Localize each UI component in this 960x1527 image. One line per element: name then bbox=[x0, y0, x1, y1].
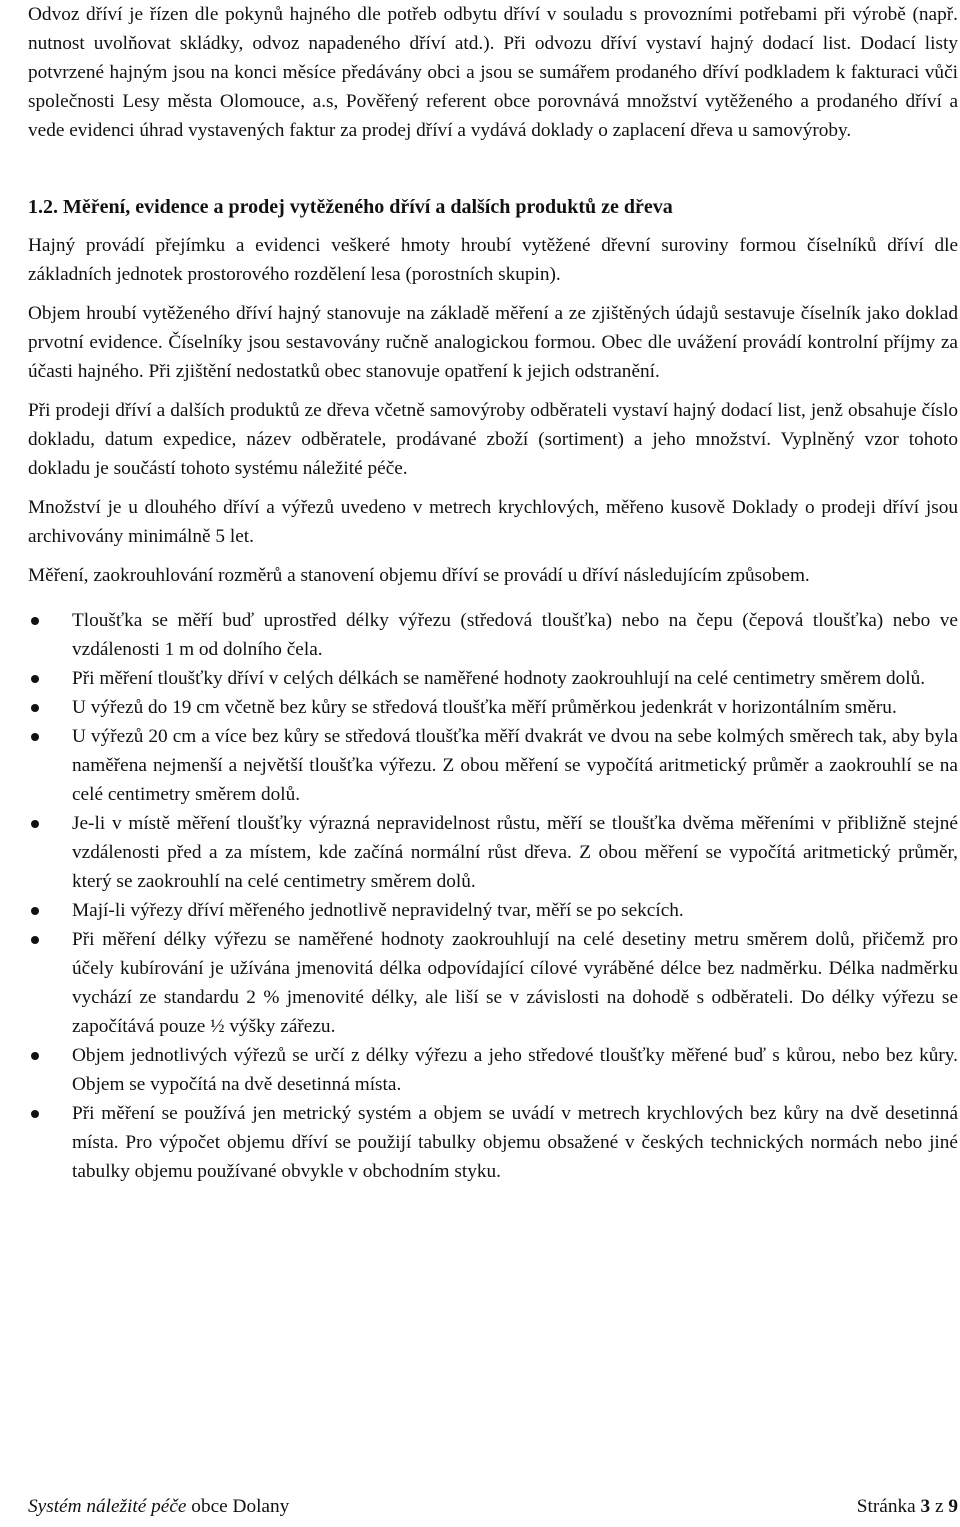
footer-page-current: 3 bbox=[920, 1496, 931, 1517]
footer-system-label: Systém náležité péče bbox=[28, 1496, 187, 1517]
bullet-icon bbox=[31, 907, 39, 915]
bullet-icon bbox=[31, 820, 39, 828]
paragraph-sale: Při prodeji dříví a dalších produktů ze dřeva včetně samovýroby odběrateli vystaví hajný dodací list, jenž obsahuje číslo dokladu, datum expedice, název odběratele, prodávané zboží (sortiment) a jeho množství. Vyplněný vzor tohoto dokladu je součástí tohoto systému náležité péče. bbox=[28, 400, 958, 479]
bullet-icon bbox=[31, 1052, 39, 1060]
list-item: Je-li v místě měření tloušťky výrazná nepravidelnost růstu, měří se tloušťka dvěma měřeními v přibližně stejné vzdálenosti před a za místem, kde začíná normální růst dřeva. Z obou měření se vypočítá aritmetický průměr, který se zaokrouhlí na celé centimetry směrem dolů. bbox=[28, 809, 958, 896]
list-item: Při měření se používá jen metrický systém a objem se uvádí v metrech krychlových bez kůry na dvě desetinná místa. Pro výpočet objemu dříví se použijí tabulky objemu obsažené v českých technických normách nebo jiné tabulky objemu používané obvykle v obchodním styku. bbox=[28, 1099, 958, 1186]
footer-page-word: Stránka bbox=[856, 1496, 916, 1517]
list-item: Při měření délky výřezu se naměřené hodnoty zaokrouhlují na celé desetiny metru směrem dolů, přičemž pro účely kubírování je užívána jmenovitá délka odpovídající cílové vyráběné délce bez nadměrku. Délka nadměrku vychází ze standardu 2 % jmenovité délky, ale liší se v závislosti na dohodě s odběrateli. Do délky výřezu se započítává pouze ½ výšky zářezu. bbox=[28, 925, 958, 1041]
bullet-icon bbox=[31, 936, 39, 944]
measurement-rules-list bbox=[28, 606, 958, 1186]
footer-org-label: obce Dolany bbox=[191, 1496, 290, 1517]
list-item: Objem jednotlivých výřezů se určí z délky výřezu a jeho středové tloušťky měřené buď s kůrou, nebo bez kůry. Objem se vypočítá na dvě desetinná místa. bbox=[28, 1041, 958, 1099]
bullet-icon bbox=[31, 1110, 39, 1118]
footer-page-sep: z bbox=[934, 1496, 944, 1517]
bullet-icon bbox=[31, 617, 39, 625]
list-item: Při měření tloušťky dříví v celých délkách se naměřené hodnoty zaokrouhlují na celé centimetry směrem dolů. bbox=[28, 664, 958, 693]
footer-document-title bbox=[28, 1494, 289, 1520]
list-item: Mají-li výřezy dříví měřeného jednotlivě nepravidelný tvar, měří se po sekcích. bbox=[28, 896, 958, 925]
paragraph-acceptance: Hajný provádí přejímku a evidenci veškeré hmoty hroubí vytěžené dřevní suroviny formou číselníků dříví dle základních jednotek prostorového rozdělení lesa (porostních skupin). bbox=[28, 235, 958, 285]
section-heading: 1.2. Měření, evidence a prodej vytěženého dříví a dalších produktů ze dřeva bbox=[28, 196, 673, 218]
paragraph-quantity: Množství je u dlouhého dříví a výřezů uvedeno v metrech krychlových, měřeno kusově Doklady o prodeji dříví jsou archivovány minimálně 5 let. bbox=[28, 497, 958, 547]
list-item: Tloušťka se měří buď uprostřed délky výřezu (středová tloušťka) nebo na čepu (čepová tloušťka) nebo ve vzdálenosti 1 m od dolního čela. bbox=[28, 606, 958, 664]
paragraph-volume: Objem hroubí vytěženého dříví hajný stanovuje na základě měření a ze zjištěných údajů sestavuje číselník jako doklad prvotní evidence. Číselníky jsou sestavovány ručně analogickou formou. Obec dle uvážení provádí kontrolní příjmy za účasti hajného. Při zjištění nedostatků obec stanovuje opatření k jejich odstranění. bbox=[28, 303, 958, 382]
footer-page-total: 9 bbox=[948, 1496, 958, 1517]
paragraph-measurement-intro: Měření, zaokrouhlování rozměrů a stanovení objemu dříví se provádí u dříví následujícím způsobem. bbox=[28, 565, 810, 586]
document-page bbox=[28, 0, 958, 1527]
list-item: U výřezů 20 cm a více bez kůry se středová tloušťka měří dvakrát ve dvou na sebe kolmých směrech tak, aby byla naměřena nejmenší a největší tloušťka výřezu. Z obou měření se vypočítá aritmetický průměr a zaokrouhlí se na celé centimetry směrem dolů. bbox=[28, 722, 958, 809]
intro-paragraph: Odvoz dříví je řízen dle pokynů hajného dle potřeb odbytu dříví v souladu s provozními potřebami při výrobě (např. nutnost uvolňovat skládky, odvoz napadeného dříví atd.). Při odvozu dříví vystaví hajný dodací list. Dodací listy potvrzené hajným jsou na konci měsíce předávány obci a jsou se sumářem prodaného dříví podkladem k fakturaci vůči společnosti Lesy města Olomouce, a.s, Pověřený referent obce porovnává množství vytěženého a prodaného dříví a vede evidenci úhrad vystavených faktur za prodej dříví a vydává doklady o zaplacení dřeva u samovýroby. bbox=[28, 4, 958, 141]
footer-page-number bbox=[857, 1494, 958, 1520]
bullet-icon bbox=[31, 675, 39, 683]
list-item: U výřezů do 19 cm včetně bez kůry se středová tloušťka měří průměrkou jedenkrát v horizontálním směru. bbox=[28, 693, 958, 722]
bullet-icon bbox=[31, 733, 39, 741]
bullet-icon bbox=[31, 704, 39, 712]
